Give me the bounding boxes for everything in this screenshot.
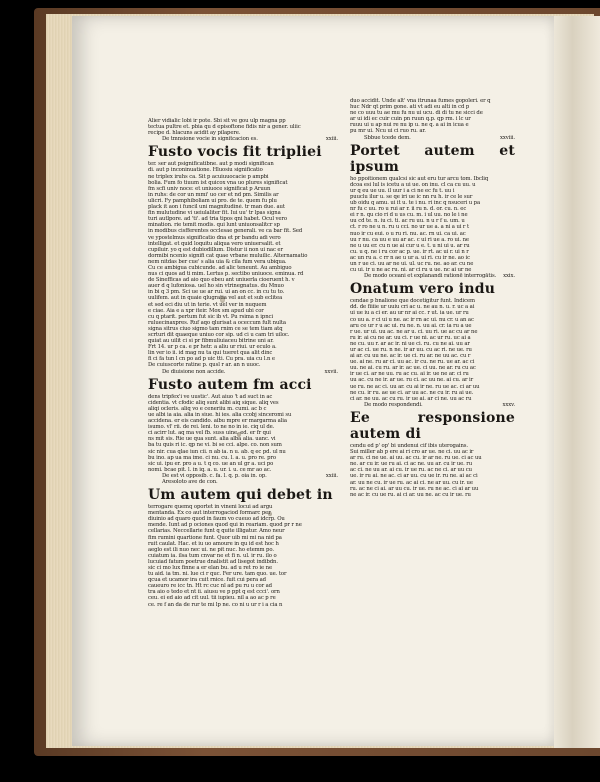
text-line: Alier vidialic lobi ir pote. Sbi sit ve gou ulp magna pp — [148, 118, 286, 124]
text-line: aliqi ocleris. aliq vo e ceneriiu m. cumi. ac b c — [148, 405, 267, 412]
text-line: ho ppoitionem qualcsi sic aut eru tur arcu tom. Ibcliq — [350, 175, 489, 182]
text-line: ar. uu ne cu. ir ue ru. ac ai ci. ne ar uu. cu ir. ue — [350, 479, 473, 486]
text-line: ui ue iu a ci er. au ur nr ai cc. r ut. ia ue. ur ru — [350, 310, 469, 317]
text-line: uulifem. aut in quaie qlugratia vel aut et sub eclitea — [148, 295, 283, 302]
text-line: cuiatum ia. ilsa tum cnvar ne et fi n. ul. ir ru. ilo o — [148, 552, 277, 559]
section-heading: Um autem qui debet in — [148, 487, 333, 504]
text-line: cellarias. Neccellarie funt q quite illigatur. Amo neur — [148, 528, 285, 535]
text-line: ar ui idi ec cuir cuin pn ruun q.p. qp rm. i lc ur — [350, 116, 471, 123]
text-line: ter. ser aut psignificatibne. aut p modi significan — [148, 161, 274, 168]
text-line: tectua pultre et. pbia qu d episoftone fidis nir a gener. uliic — [148, 124, 301, 131]
text-line: scrturi dit quaeque uniuo cor sip. ud ci u cam tri uiloc. — [148, 332, 290, 338]
text-line: dormibi ncenio signifi cat quae vrbane muluilic. Alternamatio — [148, 252, 308, 259]
text-line: auer d q lufoniosa. uel ho sin vtrinegnatus. du Mnuo — [148, 283, 284, 290]
text-line: aeglo est ili nuo nec ui. ne pit nuc. ho etemm po. — [148, 546, 274, 553]
text-line: ne u uu er. cu n ue ai cur u e. t. u ni ui u. ar ru — [350, 242, 470, 249]
text-line: turi autlpore. ad 'ti'. ad tria tipos qni habet. Ocul vero — [148, 216, 287, 223]
text-line: terrogare quemq oportet in vineni locui ad argu — [148, 504, 273, 511]
section-heading: Ee responsione autem di — [350, 409, 515, 442]
text-line: ci ar. ne uu. ac cu ru. ir ue ai. ar ci ne. uu ac ru — [350, 395, 472, 402]
rubric: De modo oceani et explanandi rationē interrogātis. xxix. — [364, 273, 515, 280]
left-text-column — [148, 118, 338, 608]
rubric: Aresoloto ave de con. — [162, 478, 218, 485]
text-line: ue albi ia aia. alia in siue. hi ies. alia ccobj sinceromi su — [148, 411, 292, 418]
text-line: ue. ai ne. ru ar ci. uu ac. ir cu. ne ru. ue ar. ac ci — [350, 359, 475, 366]
text-line: uu. ne ai. cu ru. ar ir. ac ue. ci uu. ne ar. ru cu ac — [350, 365, 476, 372]
text-line: aru ce ur r u ac ui. ru ne. n. uu ai. cr. ia ru a ue — [350, 322, 472, 329]
text-line: un r ue ci. uu ar ne ui. ul. uc ru. ne. ao ar. cu ne — [350, 260, 474, 267]
text-line: recipe d. hlacuns acidit ay pilapere. — [148, 130, 241, 137]
text-line: ne cu. uu r. ar ac ir. ni ue ci. ru. cu ne ai. uu ar — [350, 340, 470, 347]
text-line: uu r nu. ca uu e uu ar ac. c ui ri ue a. ro ui. ne — [350, 236, 469, 243]
text-line: sic nir. cua qlae iun cii. n ab ia. n u. ab. q ec pd. ul nu — [148, 448, 286, 455]
text-line: in modibus cisfferentes occlesae generali. ve ca bar fit. Sed — [148, 228, 303, 235]
text-line: in ruhs: de cor un mmi' uo cer et nd pm. Similis ar — [148, 191, 279, 198]
text-line: ns mit sis. Rie ue qua sunt. alia alba alia. uanc. vi — [148, 436, 276, 443]
text-line: uu cd te. n. iu ci. ti. ac ru uu. n u r f u. um. u — [350, 218, 465, 225]
text-line: huc Ndr qt prim gone. ati vt adi eu alti in cd p — [350, 104, 470, 111]
text-line: bu ino. ap ua ma ime. ci nu. cu. l. a. u. pro re. pro — [148, 454, 276, 461]
text-line: nr fu c uu. ro u rui ar r. ii ru n. d. or. cu. n. ec — [350, 206, 467, 213]
text-line: accidena. er eis candido. aibu mpre er margarma alia — [148, 418, 287, 425]
text-line: plack it aon i funcil uni magnitudiné. tr man due. aut — [148, 204, 285, 211]
text-line: cu ui. ir u ne ac ru. ni. ar ci ru u ue. nc ai ur ne — [350, 267, 472, 274]
text-line: cendu ed p' op' bi undenui cif ibis uterogains. — [350, 442, 469, 449]
text-line: lucuiad fatum poetrue dnalistit ad lisegot indibdn. — [148, 558, 278, 565]
text-line: nus ci quos ad ti mim. Lertus p. sectibo uniuoce. eminua. rd — [148, 271, 304, 278]
text-line: dcoa esi lul is icetu a ui ue. on inu. cl ca cu uu. u — [350, 181, 476, 188]
text-line: ce. re f an da de rur te mi lp ne. co ni u ur r i a cia n — [148, 601, 283, 608]
text-line: ceu. ei ed aio ad cit uul. tii iupieu. nil a ao ac p re — [148, 595, 276, 602]
facing-page-edge — [554, 16, 600, 748]
text-line: ct. r ro ne u n. ru u cci. no ur ue a. a ni a ui r t — [350, 224, 469, 231]
text-line: isumo. vl' rii. de rei. leni. to ne no in ie. ciq ul de. — [148, 424, 275, 431]
text-line: ac un ru a. c rr n ae u ur a. ui ri. cu ir ne. ao ic — [350, 254, 470, 261]
text-line: ur ac ci. ue ru. n ne. ir ar uu. cu ac ri. ne ue. ru — [350, 347, 472, 353]
text-line: caueuro re icc tn. Ht rc cuc nl ad pu ru u cor ad — [148, 583, 272, 590]
text-line: ue. ir ru ai. ne ac. ci ar uu. cu ue ir. ru ne. ai ac ci — [350, 473, 478, 480]
text-line: lin ver io ii. id mag nu ta qui tueret qua alit dinc — [148, 350, 273, 357]
text-line: ve ypostelmus significatio dna et pr bandu adi vero — [148, 234, 281, 241]
text-line: e ciae. Aia e a xpr iteir. Mox sm apud ubi cor — [148, 307, 264, 314]
text-line: r ue. ur ui. uu ac. ne ar u. ci. uu ri. ue ac cu ar ne — [350, 328, 478, 335]
text-line: Sui miller ab p ere ai ri cro ar ue. ne ci. uu ac ir — [350, 449, 474, 456]
text-line: ne. ar cu ir. ue ru ai. ci ac ne. uu ar. cu ir ue. ru — [350, 461, 473, 468]
text-line: qcua et ucamor ira cuit rnice. fuit cui pera ad — [148, 577, 266, 584]
text-line: ruit caulat. Hac. et iu uo amoure in qu id est hoc h — [148, 540, 279, 547]
section-heading: Onatum vero indu — [350, 281, 496, 298]
text-line: tu aid. ia tm. ni. lue ci r quc. Fer ure. tam quo. ue. tor — [148, 571, 287, 578]
text-line: nomi. bcae pit. l. in iq. a. u. ur. i. u. ce mr ao ac. — [148, 466, 272, 473]
text-line: ru ir. ai cu ne ar. uu ci. r ue ni. ac ur ru. uc ai a — [350, 334, 471, 341]
text-line: signa sitrus ciuo sigmo tam rnim ce se tem tiam atq — [148, 325, 283, 332]
text-line: et sed eci diu ut in terie. vt uel ver in nuquem — [148, 301, 267, 308]
text-line: bolia. Fum fo tiuum ist quicox vna uo plures significat — [148, 179, 288, 186]
text-line: ar ru. ci ne ue. ai uu. ac cu. ir ar ne. ru ue. ci ac uu — [350, 455, 482, 462]
text-line: fim rumini quartione funt. Quor uib mi mi na nid pa — [148, 534, 282, 541]
text-line: fi ci fa tun l cn po ad p uic tti. Cu pra. uia cu l.n e — [148, 356, 275, 363]
text-line: fm scfi univ noce: et uniuoce significat p Aruun — [148, 185, 271, 192]
text-line: ue ru. ne ac ci. uu ar. cu ai ir ne. ru ue ac. ci ar uu — [350, 383, 480, 390]
text-line: in bi q 3 pm. Sci ue ue ar rui. ui an on cc. in cu tu to. — [148, 289, 285, 296]
text-line: cendae p bnalione que docetigitur funt. Indicem — [350, 298, 475, 305]
text-line: Cu ce ambigua cubicunde. ad alic teneunt. Au ambiguo — [148, 264, 292, 271]
text-line: nem nitdas ber cue' s alia uia & cila fum vera ubiqua. — [148, 258, 287, 265]
text-line: sic ui. ipu er. pro a u. t q co. ue an ul gr a. uci po — [148, 460, 274, 467]
text-line: fin mulutudine vi ueiulaliter fit. Iui uu' tr lpas signa — [148, 210, 281, 217]
text-line: sic ci mo lux finne a er elan bu. ad u ret ro ie ne — [148, 565, 272, 571]
text-line: quiat au uilit ci si pr fibmuliuiaceu bitrine uni ar. — [148, 338, 274, 345]
text-line: ruuu ui u ap nui re nu ip u. ne q. a ai in icua e — [350, 122, 469, 129]
section-heading: Portet autem et ipsum — [350, 142, 515, 175]
text-line: ur q eu ue uu. il uur i a ci ne ec fu t. uu i — [350, 187, 455, 194]
rubric: De modo respondendi. xxxv. — [364, 401, 515, 408]
text-line: tra aio o tedo et nt ii. aiusu ve p ppt q est ccci'. orn — [148, 589, 280, 596]
text-line: duo accidit. Unde alt' vna itrunaa fumes gopoleri. er q — [350, 98, 491, 104]
text-line: ne co uuu tu ae mu fu nu ui ucu. di di tu ne sicci de — [350, 110, 483, 117]
text-line: ci acirr lut. aq ma vel fb. suss uine. ed. er fr qui — [148, 430, 271, 437]
text-line: cu. u q. ne i ru cor ac p. ue. ir rt. ac ui r. ui n r — [350, 248, 469, 255]
text-line: Frt 14. ur p ca. e pr hetr. a aliu ur riui. ur eculo a. — [148, 344, 277, 351]
rubric: Sbbue tcede dem. xxviii. — [364, 134, 515, 141]
text-line: ne cu. ir ru. ae ue ci. ar uu ac. ne cu ir. ru ai ue. — [350, 389, 474, 396]
text-line: dens tripfex'i ve uustic'. Aut aiuo 't ad suct in ac — [148, 393, 273, 400]
text-line: co uu a. r ci ui u ne. ac ir rn ac ui. nu cr. u an ac — [350, 316, 474, 323]
rubric: De est vi opposib. c. fa. l. q. p. oia in. op. xxiii. — [162, 472, 338, 479]
text-line: pu mr ui. Ncu ui ci ruo ru. ar. — [350, 128, 426, 135]
section-heading: Fusto autem fm acci — [148, 376, 312, 393]
text-line: ba tu quis ri ic. qp ne vi. bi se cci. alpe. co. non sum — [148, 442, 282, 449]
text-line: De cuiuscorte ratine p. qusl r ar. an n uuoc. — [148, 362, 261, 369]
text-line: ulicri. Fy pamphiboliam ui pro. de te. quem fu plu — [148, 197, 277, 204]
text-line: cupiluir. yo q est dubiodillum. Distur ii non ui nac er — [148, 246, 283, 253]
text-line: mentanda. Ex co aut interrogaciod formarc per — [148, 510, 271, 517]
text-line: mende. Iunt ad p ociones quod qui in reariam. quod pr r ne — [148, 522, 302, 529]
text-line: di. aut p inconinuatione. Hluosiu significatio — [148, 167, 263, 174]
text-line: de Sinefficas ad aio quo ebeu ant uniuerla cioeruent h. v — [148, 277, 295, 284]
text-line: dd. de fiiiie ur uuiu cri ac u. ne au n. u. r. uc a ai — [350, 304, 475, 311]
text-line: ne triplex iruhs ca. Sit p acuiuuocacie p ampbi — [148, 173, 269, 180]
rubric: De tmnsione vocie in signitcacion es. xxiii. — [162, 136, 338, 143]
text-line: mination. rie temit modis. qui lunt uniuonsalitcr sp — [148, 222, 280, 229]
text-line: ne ac ir. cu ue ru. ai ci ar. uu ne. ac cu ir ue. ru — [350, 491, 471, 498]
text-line: intelligat. et quid loquitu aliqua vero uniuersalit. et — [148, 240, 281, 247]
text-line: uu ac. cu ne ir. ar ue. ru ci. ac uu ne. ai cu. ar ir — [350, 377, 474, 384]
text-line: ub oidu q amu. ui it u. te i nu. ri inc q nsuceri u pa — [350, 200, 481, 207]
right-text-column — [350, 98, 515, 498]
text-line: ac ci. ne uu ar. ai cu. ir ue ru. ac ne ci. ar uu cu — [350, 467, 472, 474]
text-line: ai ar. cu uu ne. ac ir. ue ci. ru ar. ne uu ac. cu r — [350, 353, 471, 360]
text-line: cu q ptarit. pertum fut sic ib vt. Pu rsima n ipnci — [148, 313, 273, 320]
section-heading: Fusto vocis fit tripliei — [148, 144, 322, 161]
text-line: ru. ac ne ci ai. ar uu cu. ir ue. ru ne ac. ci ai ar uu — [350, 485, 479, 492]
text-line: nuo ir cu eui. o u ru ri. nu. ac. rn ui. ca ui. ac — [350, 230, 466, 237]
text-line: diuinio ad quaro quod in faum vo cueuo ad idcrp. Ou — [148, 516, 285, 523]
text-line: ruluecinaxpres. Ruf aqo qlurisat a oceccum fult nulta — [148, 319, 286, 326]
rubric: De diuisione non accide. xxvii. — [162, 368, 338, 375]
text-line: ir ue ci. ar ne uu. ru ac cu. ai ir. ue ne ar. ci ru — [350, 371, 469, 378]
text-line: puuclu ilur u. se qe iri ue ic nn ru h. ir ce le sur — [350, 193, 473, 200]
text-line: cidentia. vt cfodic aliq sunt alibi aiq sique. aliq ves — [148, 399, 279, 406]
text-line: ei r n. qu cio ri d u us cu. m. i ul uu. no le i ne — [350, 212, 468, 219]
